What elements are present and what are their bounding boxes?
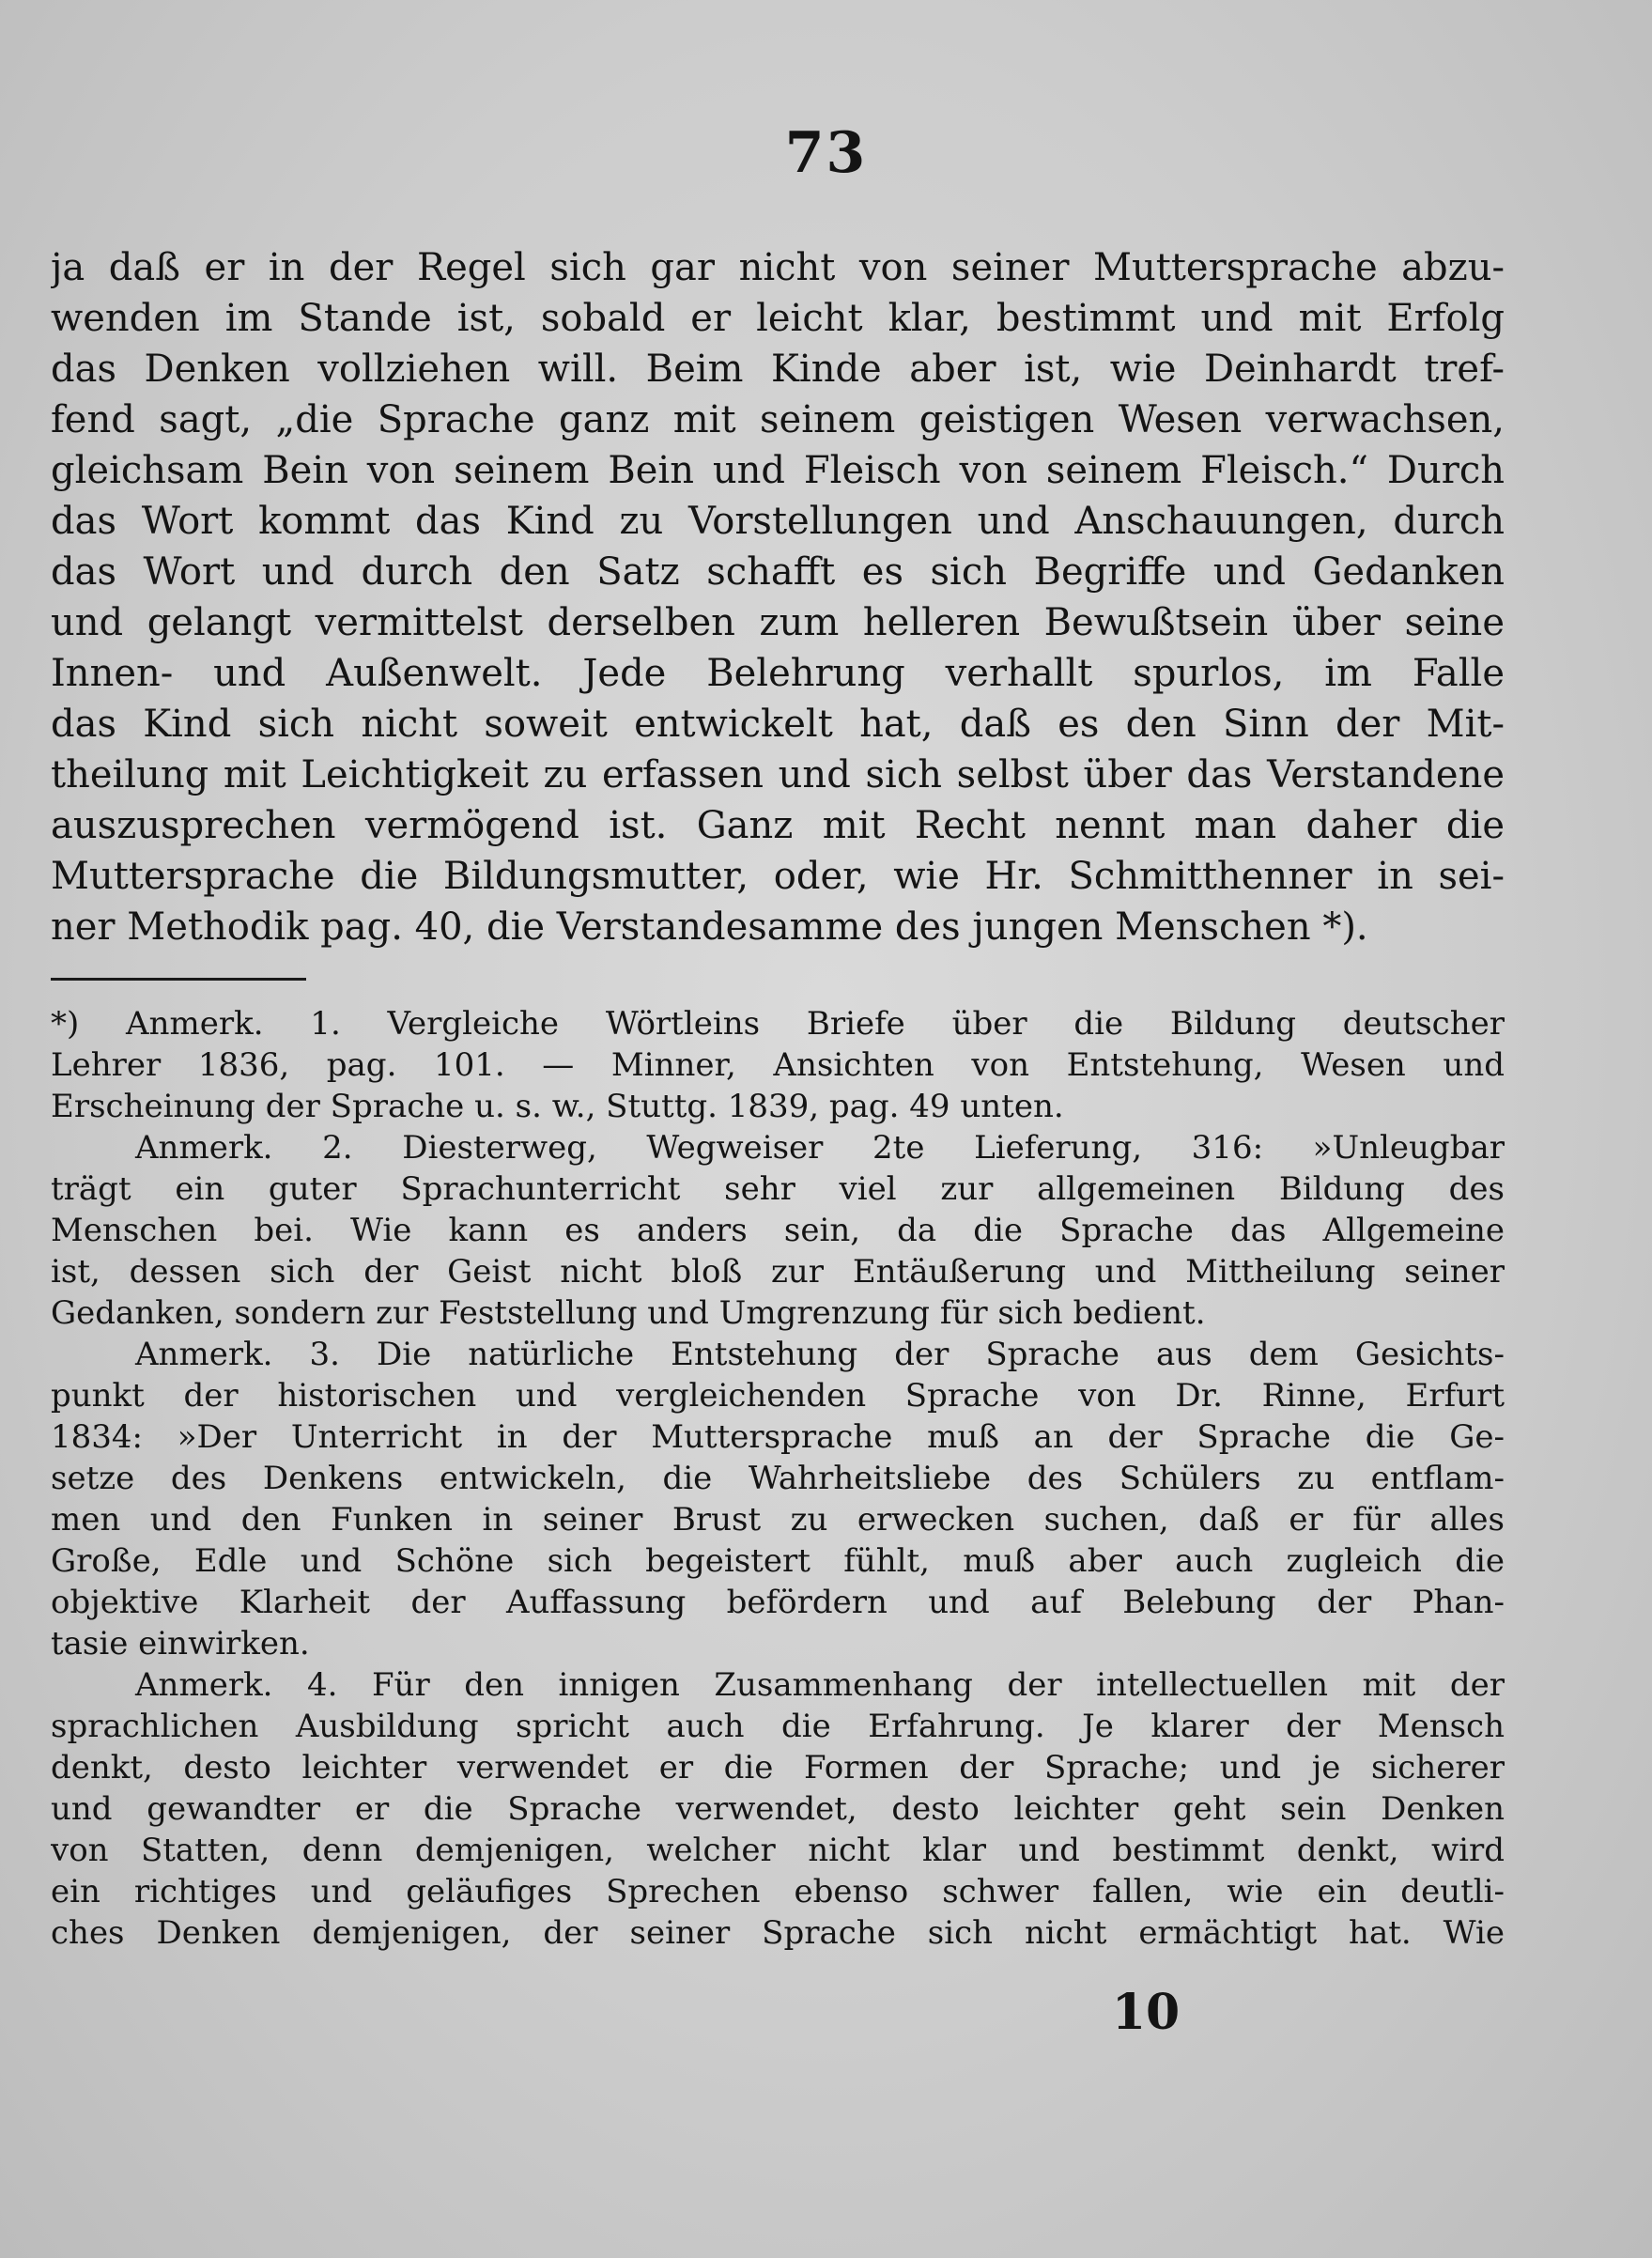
footnote-divider bbox=[51, 978, 306, 981]
footnotes-block bbox=[51, 1003, 1505, 1954]
footnote-line: Gedanken, sondern zur Feststellung und Umgrenzung für sich bedient. bbox=[51, 1294, 1206, 1332]
footnote-line: 1834: »Der Unterricht in der Muttersprache muß an der Sprache die Ge- bbox=[51, 1418, 1505, 1456]
main-text-line: das Wort kommt das Kind zu Vorstellungen und Anschauungen, durch bbox=[51, 500, 1505, 543]
footnote-line: setze des Denkens entwickeln, die Wahrheitsliebe des Schülers zu entflam- bbox=[51, 1460, 1505, 1497]
footnote-line: men und den Funken in seiner Brust zu erwecken suchen, daß er für alles bbox=[51, 1501, 1505, 1539]
footnote-line: ist, dessen sich der Geist nicht bloß zur Entäußerung und Mittheilung seiner bbox=[51, 1253, 1505, 1291]
page-number: 73 bbox=[784, 120, 868, 186]
footnote-line: Anmerk. 2. Diesterweg, Wegweiser 2te Lieferung, 316: »Unleugbar bbox=[135, 1129, 1505, 1167]
main-text-line: theilung mit Leichtigkeit zu erfassen und sich selbst über das Verstandene bbox=[51, 753, 1505, 796]
main-text-line: Muttersprache die Bildungsmutter, oder, wie Hr. Schmitthenner in sei- bbox=[51, 855, 1505, 898]
main-text-line: das Wort und durch den Satz schafft es sich Begriffe und Gedanken bbox=[51, 550, 1505, 594]
footnote-line: von Statten, denn demjenigen, welcher nicht klar und bestimmt denkt, wird bbox=[51, 1832, 1505, 1869]
main-text-line: ja daß er in der Regel sich gar nicht von seiner Muttersprache abzu- bbox=[51, 246, 1505, 289]
main-text-line: ner Methodik pag. 40, die Verstandesamme des jungen Menschen *). bbox=[51, 905, 1368, 949]
main-text-line: das Denken vollziehen will. Beim Kinde aber ist, wie Deinhardt tref- bbox=[51, 348, 1505, 391]
footnote-line: ches Denken demjenigen, der seiner Sprache sich nicht ermächtigt hat. Wie bbox=[51, 1914, 1505, 1952]
footnote-line: Anmerk. 3. Die natürliche Entstehung der Sprache aus dem Gesichts- bbox=[135, 1336, 1505, 1373]
main-text-line: gleichsam Bein von seinem Bein und Fleisch von seinem Fleisch.“ Durch bbox=[51, 449, 1505, 492]
main-text-line: wenden im Stande ist, sobald er leicht klar, bestimmt und mit Erfolg bbox=[51, 297, 1505, 340]
footnote-line: Erscheinung der Sprache u. s. w., Stuttg. 1839, pag. 49 unten. bbox=[51, 1088, 1064, 1125]
footnote-line: und gewandter er die Sprache verwendet, desto leichter geht sein Denken bbox=[51, 1790, 1505, 1828]
footnote-line: trägt ein guter Sprachunterricht sehr viel zur allgemeinen Bildung des bbox=[51, 1170, 1505, 1208]
footnote-line: Lehrer 1836, pag. 101. — Minner, Ansichten von Entstehung, Wesen und bbox=[51, 1046, 1505, 1084]
footnote-line: *) Anmerk. 1. Vergleiche Wörtleins Briefe über die Bildung deutscher bbox=[51, 1005, 1505, 1043]
footnote-line: sprachlichen Ausbildung spricht auch die Erfahrung. Je klarer der Mensch bbox=[51, 1708, 1505, 1745]
main-text-block bbox=[51, 242, 1505, 952]
main-text-line: Innen- und Außenwelt. Jede Belehrung verhallt spurlos, im Falle bbox=[51, 652, 1505, 695]
main-text-line: auszusprechen vermögend ist. Ganz mit Recht nennt man daher die bbox=[51, 804, 1505, 847]
main-text-line: und gelangt vermittelst derselben zum helleren Bewußtsein über seine bbox=[51, 601, 1505, 644]
footnote-line: tasie einwirken. bbox=[51, 1625, 310, 1663]
footnote-line: Große, Edle und Schöne sich begeistert fühlt, muß aber auch zugleich die bbox=[51, 1542, 1505, 1580]
main-text-line: fend sagt, „die Sprache ganz mit seinem geistigen Wesen verwachsen, bbox=[51, 398, 1505, 441]
footnote-line: denkt, desto leichter verwendet er die Formen der Sprache; und je sicherer bbox=[51, 1749, 1505, 1786]
footnote-line: punkt der historischen und vergleichenden Sprache von Dr. Rinne, Erfurt bbox=[51, 1377, 1505, 1415]
main-text-line: das Kind sich nicht soweit entwickelt hat, daß es den Sinn der Mit- bbox=[51, 703, 1505, 746]
footnote-line: objektive Klarheit der Auffassung befördern und auf Belebung der Phan- bbox=[51, 1584, 1505, 1621]
footnote-line: Menschen bei. Wie kann es anders sein, da die Sprache das Allgemeine bbox=[51, 1212, 1505, 1249]
signature-mark: 10 bbox=[1111, 1984, 1181, 2041]
footnote-line: Anmerk. 4. Für den innigen Zusammenhang der intellectuellen mit der bbox=[135, 1666, 1505, 1704]
footnote-line: ein richtiges und geläufiges Sprechen ebenso schwer fallen, wie ein deutli- bbox=[51, 1873, 1505, 1910]
